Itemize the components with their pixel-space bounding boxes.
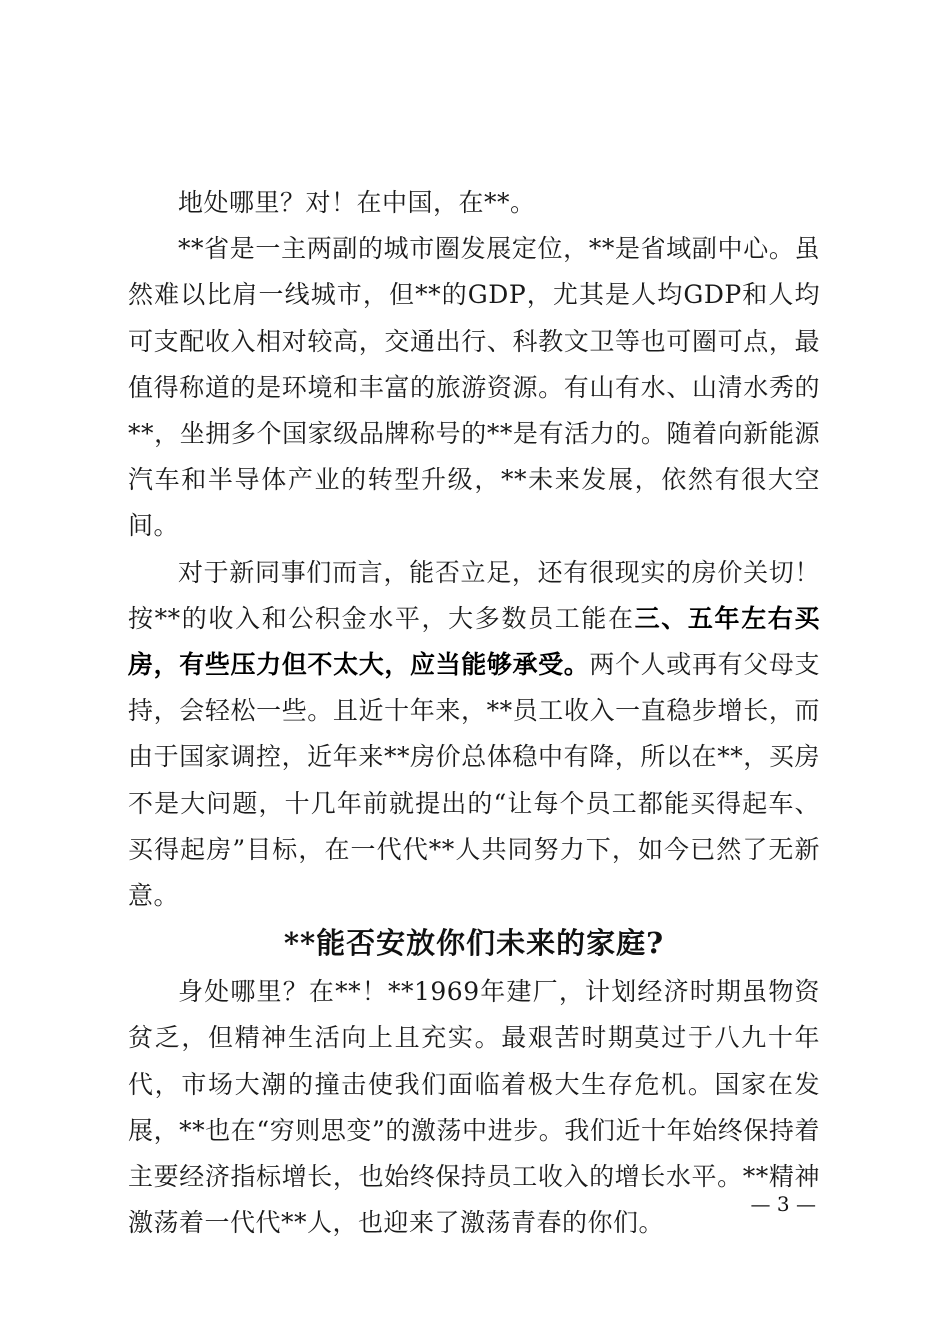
document-page <box>128 180 820 1246</box>
page-number: — 3 — <box>750 1192 816 1216</box>
housing-text-after: 两个人或再有父母支持，会轻松一些。且近十年来，**员工收入一直稳步增长，而由于国家调控，近年来**房价总体稳中有降，所以在**，买房不是大问题，十几年前就提出的“让每个员工都能买得起车、买得起房”目标，在一代代**人共同努力下，如今已然了无新意。 <box>128 650 820 911</box>
paragraph-location: 地处哪里？对！在中国，在**。 <box>178 188 536 217</box>
housing-text-before: 对于新同事们而言，能否立足，还有很现实的房价关切！按**的收入和公积金水平，大多数员工能在 <box>128 557 820 633</box>
paragraph-history: 身处哪里？在**！**1969年建厂，计划经济时期虽物资贫乏，但精神生活向上且充实。最艰苦时期莫过于八九十年代，市场大潮的撞击使我们面临着极大生存危机。国家在发展，**也在“穷则思变”的激荡中进步。我们近十年始终保持着主要经济指标增长，也始终保持员工收入的增长水平。**精神激荡着一代代**人，也迎来了激荡青春的你们。 <box>128 977 820 1238</box>
paragraph-city-overview: **省是一主两副的城市圈发展定位，**是省域副中心。虽然难以比肩一线城市，但**的GDP，尤其是人均GDP和人均可支配收入相对较高，交通出行、科教文卫等也可圈可点，最值得称道的是环境和丰富的旅游资源。有山有水、山清水秀的**，坐拥多个国家级品牌称号的**是有活力的。随着向新能源汽车和半导体产业的转型升级，**未来发展，依然有很大空间。 <box>128 234 820 541</box>
housing-emphasis: 三、五年左右买房，有些压力但不太大，应当能够承受。 <box>128 603 820 680</box>
section-heading: **能否安放你们未来的家庭? <box>283 926 665 961</box>
paragraph-housing <box>128 550 820 920</box>
